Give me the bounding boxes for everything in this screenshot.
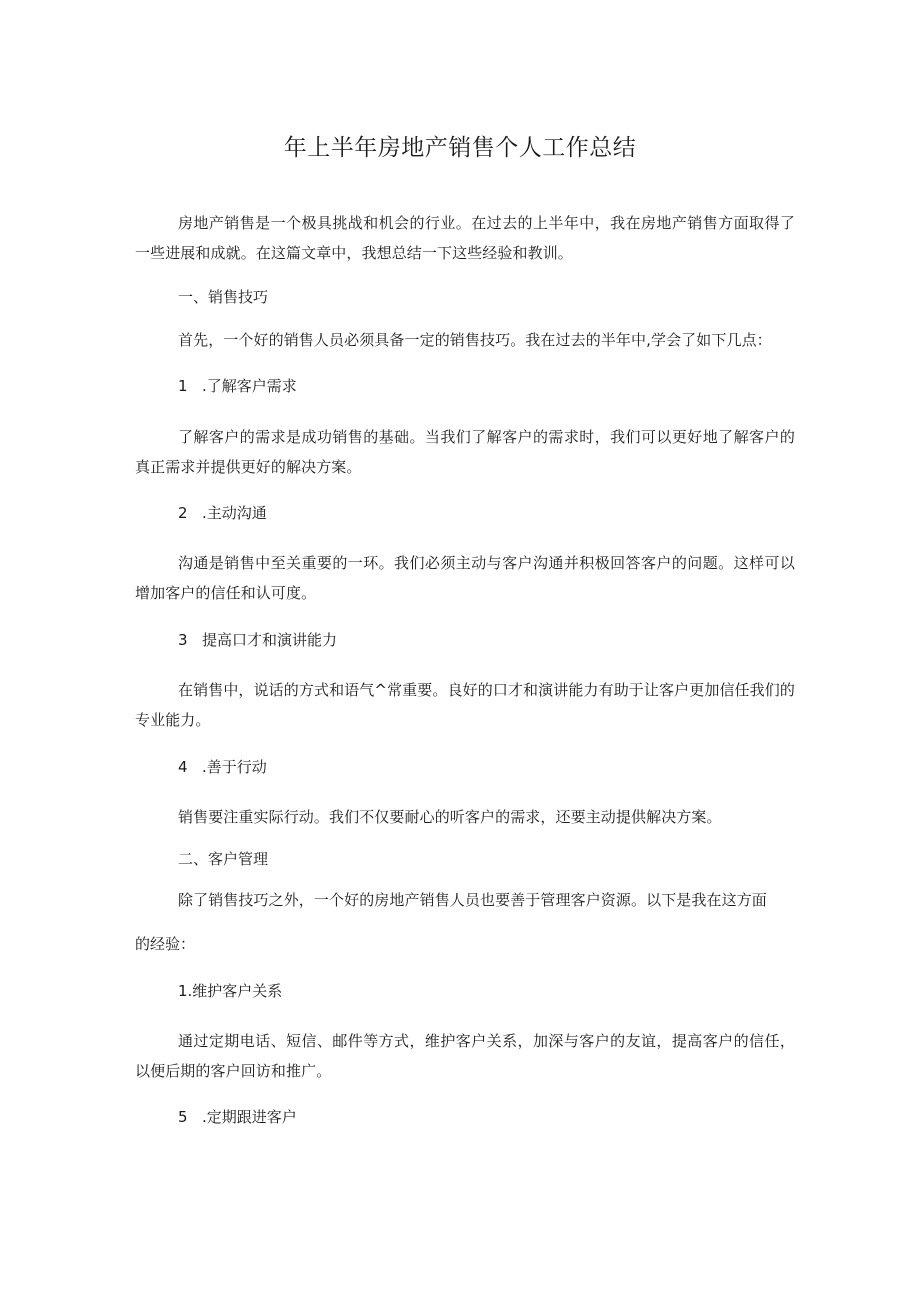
item-heading-maintain-relations: 1.维护客户关系 (178, 982, 283, 1000)
understand-needs-paragraph: 了解客户的需求是成功销售的基础。当我们了解客户的需求时，我们可以更好地了解客户的真正需求并提供更好的解决方案。 (135, 428, 795, 476)
maintain-relations-paragraph: 通过定期电话、短信、邮件等方式，维护客户关系，加深与客户的友谊，提高客户的信任，以便后期的客户回访和推广。 (135, 1032, 795, 1080)
document-title: 年上半年房地产销售个人工作总结 (283, 135, 637, 161)
item-heading-action (178, 756, 267, 778)
item-number: 5 (178, 1108, 188, 1126)
item-number: 4 (178, 758, 188, 776)
section-heading-customer-management: 二、客户管理 (178, 850, 269, 868)
customer-management-lead-line2: 的经验： (135, 935, 196, 953)
customer-management-lead-line1: 除了销售技巧之外，一个好的房地产销售人员也要善于管理客户资源。以下是我在这方面 (178, 891, 767, 909)
item-label: .主动沟通 (202, 504, 267, 522)
item-number: 2 (178, 504, 188, 522)
item-heading-follow-up (178, 1106, 297, 1128)
item-number: 1 (178, 377, 188, 395)
action-paragraph: 销售要注重实际行动。我们不仅要耐心的听客户的需求，还要主动提供解决方案。 (178, 808, 722, 826)
item-heading-eloquence (178, 629, 337, 651)
item-number: 3 (178, 631, 188, 649)
item-label: 提高口才和演讲能力 (202, 631, 338, 649)
item-label: .善于行动 (202, 758, 267, 776)
communication-paragraph: 沟通是销售中至关重要的一环。我们必须主动与客户沟通并积极回答客户的问题。这样可以增加客户的信任和认可度。 (135, 554, 795, 602)
intro-paragraph: 房地产销售是一个极具挑战和机会的行业。在过去的上半年中，我在房地产销售方面取得了一些进展和成就。在这篇文章中，我想总结一下这些经验和教训。 (135, 214, 795, 262)
item-heading-communication (178, 502, 267, 524)
item-label: .了解客户需求 (202, 377, 297, 395)
eloquence-paragraph: 在销售中，说话的方式和语气^常重要。良好的口才和演讲能力有助于让客户更加信任我们的专业能力。 (135, 681, 795, 729)
sales-skills-lead: 首先，一个好的销售人员必须具备一定的销售技巧。我在过去的半年中,学会了如下几点： (178, 331, 772, 349)
item-heading-understand-needs (178, 375, 297, 397)
section-heading-sales-skills: 一、销售技巧 (178, 288, 269, 306)
item-label: .定期跟进客户 (202, 1108, 297, 1126)
